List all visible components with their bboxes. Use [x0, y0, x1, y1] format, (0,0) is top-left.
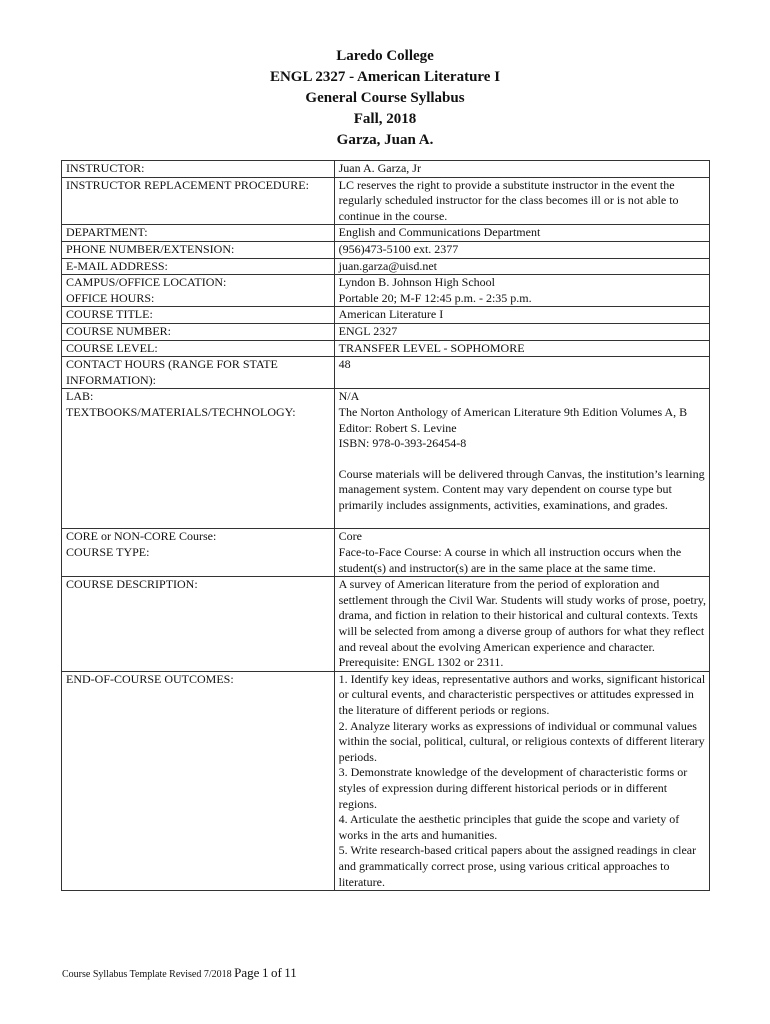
- row-label: CAMPUS/OFFICE LOCATION:: [62, 275, 335, 291]
- template-revision: Course Syllabus Template Revised 7/2018: [62, 969, 232, 980]
- row-value: ENGL 2327: [334, 323, 709, 340]
- row-value: A survey of American literature from the period of exploration and settlement through the Civil War. Students will study works of prose, poetry, drama, and fiction in relation to their historical and cultural contexts. Texts will be selected from among a diverse group of authors for what they reflect and reveal about the evolving American experience and character. Prerequisite: ENGL 1302 or 2311.: [334, 577, 709, 672]
- row-label: DEPARTMENT:: [62, 225, 335, 242]
- page-total: 11: [284, 965, 297, 980]
- row-label: COURSE LEVEL:: [62, 340, 335, 357]
- materials-note: Course materials will be delivered through Canvas, the institution’s learning management system. Content may vary dependent on course type but primarily includes assignments, activities, examinations, and grades.: [338, 466, 705, 512]
- row-label: INSTRUCTOR REPLACEMENT PROCEDURE:: [62, 177, 335, 225]
- table-row: [62, 671, 710, 890]
- table-row: [62, 258, 710, 275]
- table-row: [62, 177, 710, 225]
- college-name: Laredo College: [336, 48, 434, 64]
- row-label: OFFICE HOURS:: [62, 291, 335, 307]
- row-label: COURSE DESCRIPTION:: [62, 577, 335, 672]
- instructor-heading: Garza, Juan A.: [336, 132, 434, 148]
- table-row: [62, 161, 710, 178]
- table-row: [62, 307, 710, 324]
- outcome-item: 1. Identify key ideas, representative authors and works, significant historical or cultural events, and characteristic perspectives or attitudes expressed in the literature of different periods or regions.: [338, 671, 706, 717]
- table-row: [62, 389, 710, 405]
- course-title-heading: ENGL 2327 - American Literature I: [269, 69, 501, 85]
- row-value: Core: [334, 529, 709, 545]
- page-footer: [62, 965, 297, 981]
- table-row: [62, 241, 710, 258]
- outcome-item: 3. Demonstrate knowledge of the development of characteristic forms or styles of expression during different historical periods or in different regions.: [338, 765, 688, 811]
- row-value: 48: [334, 357, 709, 389]
- table-row: [62, 340, 710, 357]
- row-label: COURSE NUMBER:: [62, 323, 335, 340]
- textbooks-value: [334, 405, 709, 529]
- row-value: English and Communications Department: [334, 225, 709, 242]
- table-row: [62, 405, 710, 529]
- row-label: CORE or NON-CORE Course:: [62, 529, 335, 545]
- row-value: (956)473-5100 ext. 2377: [334, 241, 709, 258]
- of-word: of: [270, 965, 282, 980]
- row-label: COURSE TYPE:: [62, 545, 335, 577]
- table-row: [62, 291, 710, 307]
- outcome-item: 4. Articulate the aesthetic principles that guide the scope and variety of works in the arts and humanities.: [338, 812, 680, 842]
- row-value: American Literature I: [334, 307, 709, 324]
- row-value: LC reserves the right to provide a substitute instructor in the event the regularly scheduled instructor for the class becomes ill or is not able to continue in the course.: [334, 177, 709, 225]
- textbook-editor: Editor: Robert S. Levine: [338, 420, 457, 435]
- outcome-item: 5. Write research-based critical papers about the assigned readings in clear and grammatically correct prose, using various critical approaches to literature.: [338, 843, 697, 889]
- row-value: Face-to-Face Course: A course in which all instruction occurs when the student(s) and instructor(s) are in the same place at the same time.: [338, 545, 682, 575]
- table-row: [62, 357, 710, 389]
- row-label: PHONE NUMBER/EXTENSION:: [62, 241, 335, 258]
- row-value: TRANSFER LEVEL - SOPHOMORE: [334, 340, 709, 357]
- row-label: END-OF-COURSE OUTCOMES:: [62, 671, 335, 890]
- row-label: LAB:: [62, 389, 335, 405]
- table-row: [62, 225, 710, 242]
- row-label: COURSE TITLE:: [62, 307, 335, 324]
- textbook-title: The Norton Anthology of American Literature 9th Edition Volumes A, B: [338, 404, 688, 419]
- table-row: [62, 275, 710, 291]
- textbook-isbn: ISBN: 978-0-393-26454-8: [338, 436, 467, 451]
- page-number: 1: [261, 965, 269, 980]
- row-label: TEXTBOOKS/MATERIALS/TECHNOLOGY:: [62, 405, 335, 529]
- outcome-item: 2. Analyze literary works as expressions of individual or communal values within the social, political, cultural, or religious contexts of different literary periods.: [338, 718, 705, 764]
- table-row: [62, 545, 710, 577]
- row-label: INSTRUCTOR:: [62, 161, 335, 178]
- table-row: [62, 323, 710, 340]
- syllabus-table: [61, 160, 710, 891]
- syllabus-heading: General Course Syllabus: [305, 90, 465, 106]
- table-row: [62, 529, 710, 545]
- email-link[interactable]: juan.garza@uisd.net: [334, 258, 709, 275]
- row-label: CONTACT HOURS (RANGE FOR STATE INFORMATION):: [62, 357, 335, 389]
- page-word: Page: [234, 965, 260, 980]
- term-heading: Fall, 2018: [353, 111, 417, 127]
- table-row: [62, 577, 710, 672]
- row-value: Portable 20; M-F 12:45 p.m. - 2:35 p.m.: [338, 290, 532, 305]
- outcomes-list: [334, 671, 709, 890]
- document-header: [0, 46, 770, 151]
- row-value: Lyndon B. Johnson High School: [334, 275, 709, 291]
- row-value: Juan A. Garza, Jr: [338, 161, 421, 175]
- row-value: N/A: [334, 389, 709, 405]
- row-label: E-MAIL ADDRESS:: [62, 258, 335, 275]
